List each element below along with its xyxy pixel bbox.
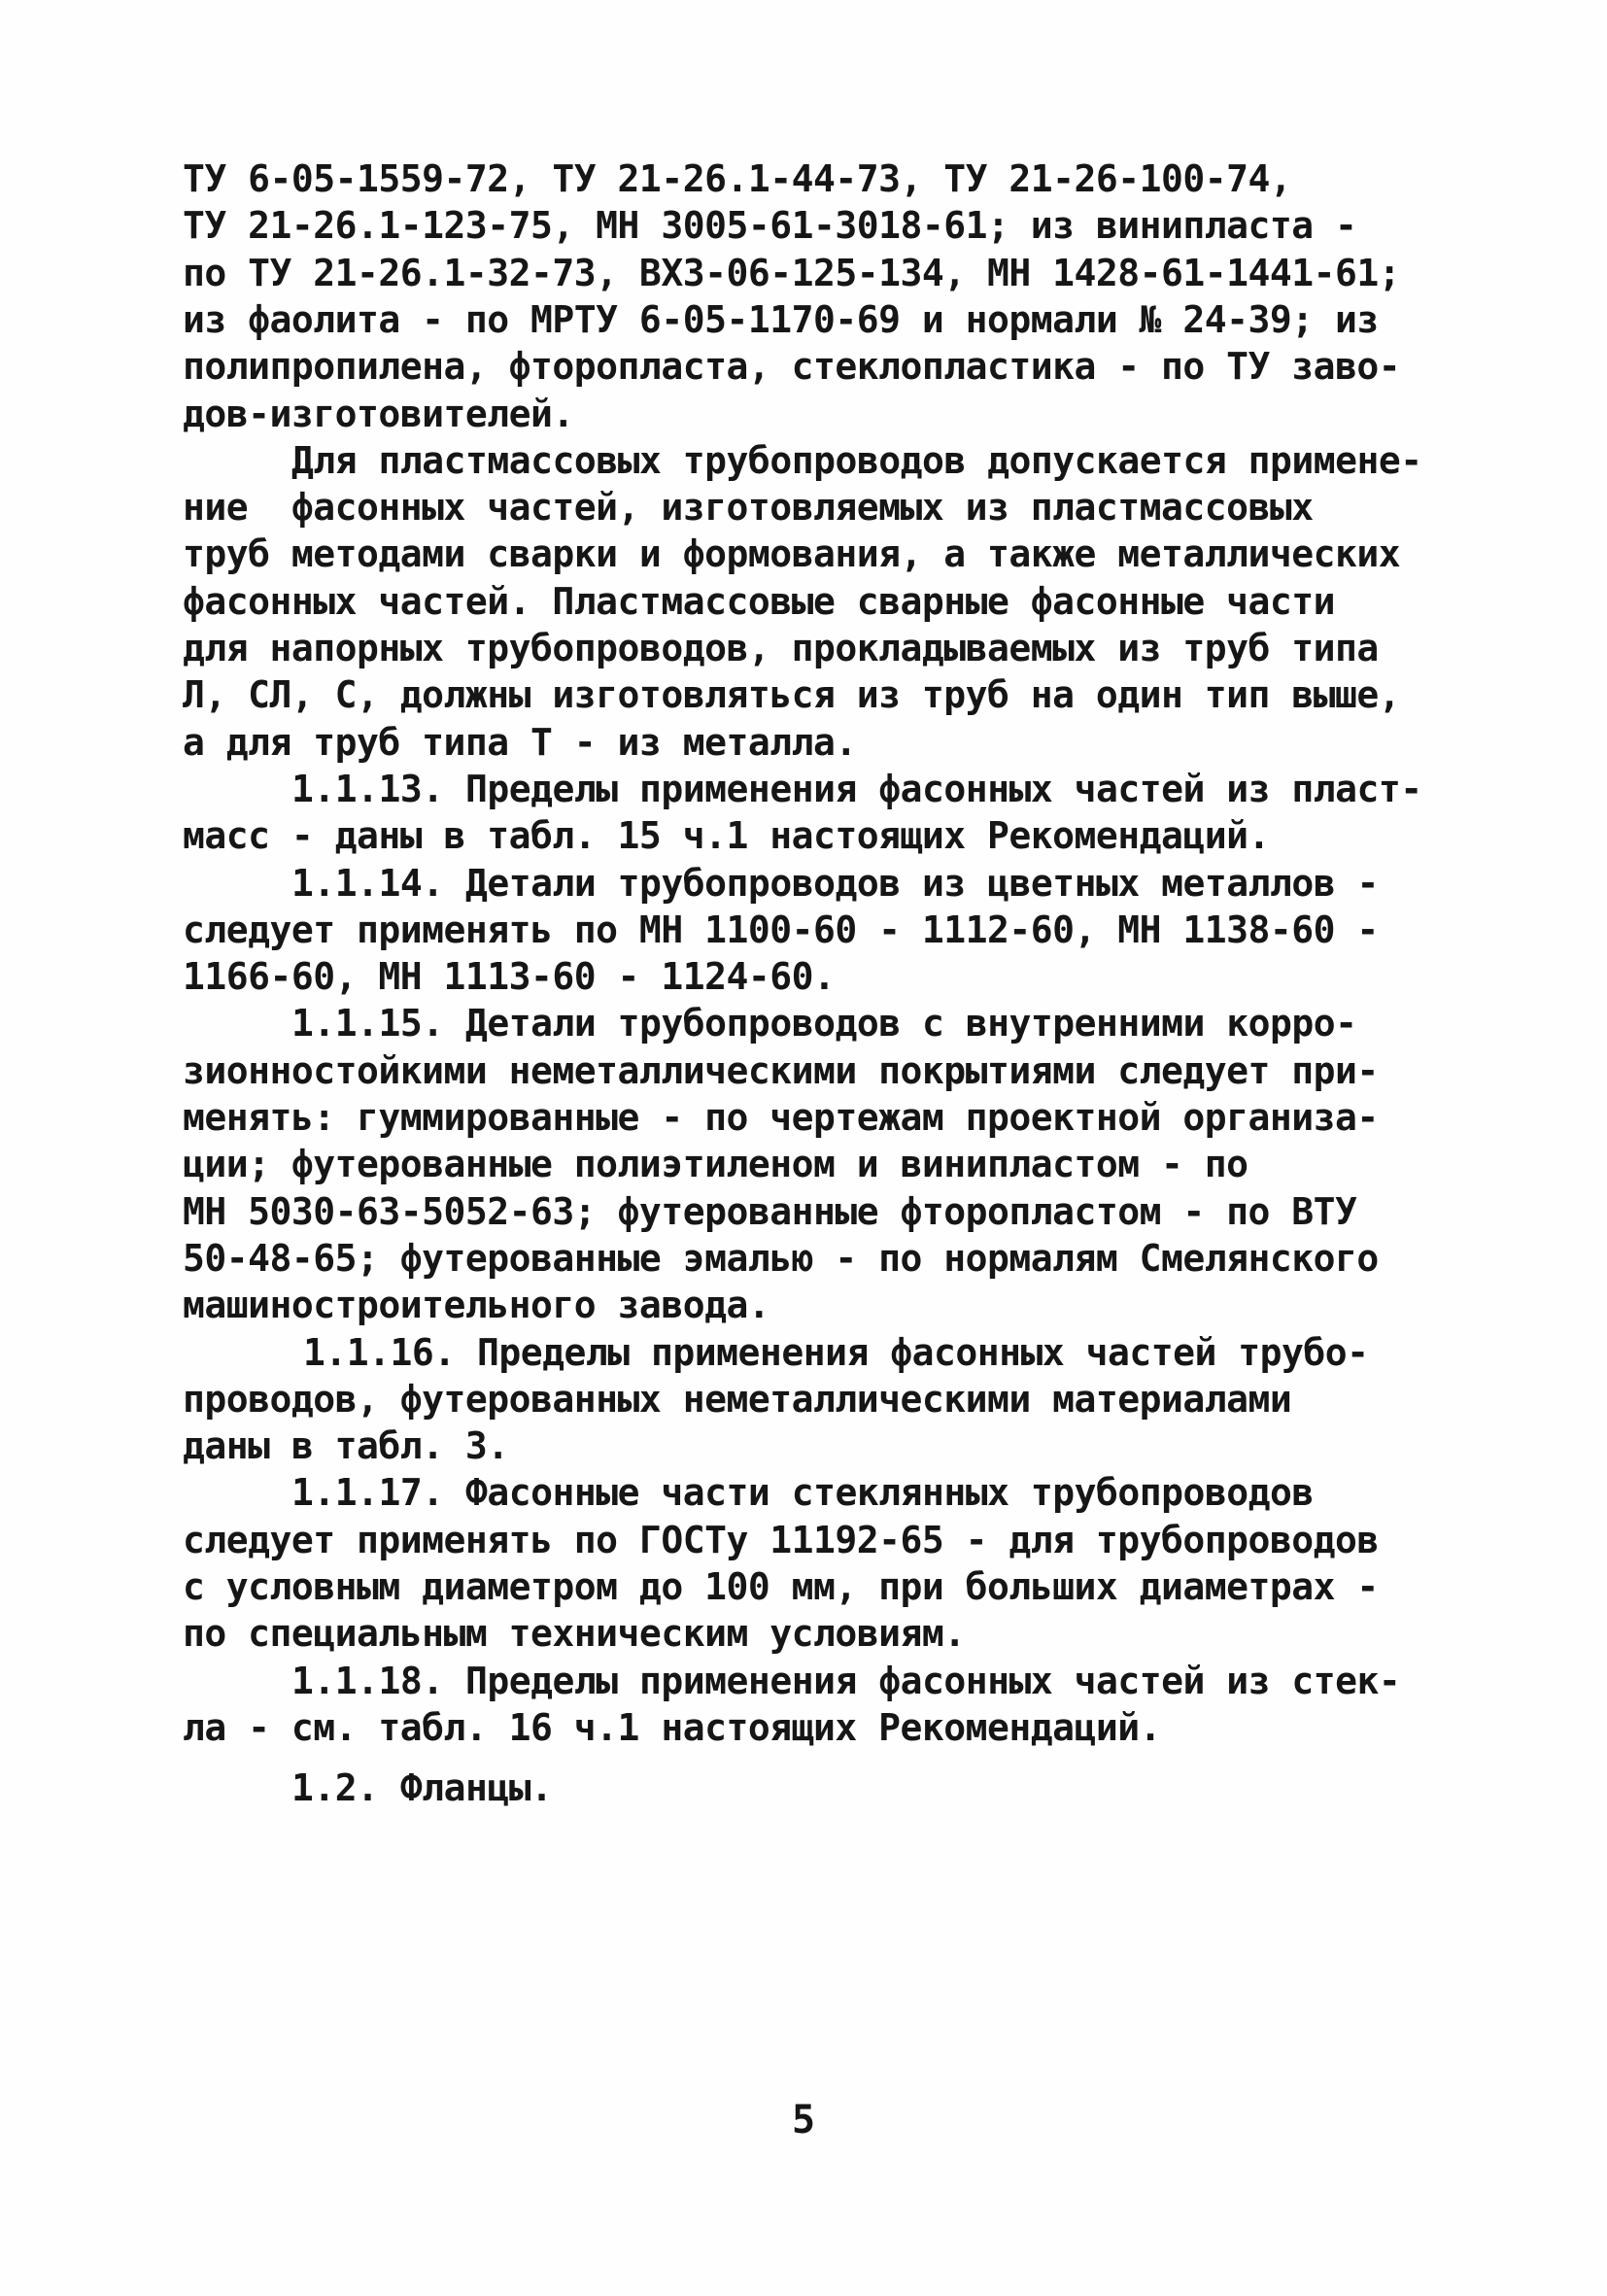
text-line: следует применять по МН 1100-60 - 1112-60, МН 1138-60 - [183, 908, 1379, 951]
text-line: из фаолита - по МРТУ 6-05-1170-69 и нормали № 24-39; из [183, 297, 1379, 341]
text-line: проводов, футерованных неметаллическими материалами [183, 1377, 1292, 1421]
text-line: 1.2. Фланцы. [291, 1766, 553, 1810]
text-line: 1.1.15. Детали трубопроводов с внутренними корро- [291, 1002, 1357, 1045]
text-line: фасонных частей. Пластмассовые сварные фасонные части [183, 579, 1336, 623]
text-line: труб методами сварки и формования, а также металлических [183, 532, 1401, 576]
page-number: 5 [791, 2098, 816, 2142]
text-line: машиностроительного завода. [183, 1284, 770, 1327]
text-line: с условным диаметром до 100 мм, при больших диаметрах - [183, 1565, 1379, 1608]
text-line: 1.1.13. Пределы применения фасонных частей из пласт- [291, 767, 1422, 810]
text-line: ние фасонных частей, изготовляемых из пластмассовых [183, 486, 1314, 530]
text-line: менять: гуммированные - по чертежам проектной организа- [183, 1096, 1379, 1139]
text-line: дов-изготовителей. [183, 392, 574, 435]
text-line: по ТУ 21-26.1-32-73, ВХЗ-06-125-134, МН 1428-61-1441-61; [183, 251, 1401, 294]
text-line: следует применять по ГОСТу 11192-65 - для трубопроводов [183, 1518, 1379, 1561]
text-line: масс - даны в табл. 15 ч.1 настоящих Рекомендаций. [183, 814, 1270, 858]
text-line: ТУ 6-05-1559-72, ТУ 21-26.1-44-73, ТУ 21-26-100-74, [183, 157, 1292, 200]
text-line: 1.1.16. Пределы применения фасонных частей трубо- [303, 1330, 1369, 1374]
text-line: 1166-60, МН 1113-60 - 1124-60. [183, 955, 836, 999]
text-line: Л, СЛ, С, должны изготовляться из труб на один тип выше, [183, 673, 1401, 717]
text-line: а для труб типа Т - из металла. [183, 720, 857, 764]
text-line: для напорных трубопроводов, прокладываемых из труб типа [183, 627, 1379, 669]
text-line: МН 5030-63-5052-63; футерованные фторопластом - по ВТУ [183, 1189, 1357, 1233]
text-line: 1.1.18. Пределы применения фасонных частей из стек- [291, 1659, 1401, 1702]
text-line: 50-48-65; футерованные эмалью - по нормалям Смелянского [183, 1236, 1379, 1280]
text-line: ла - см. табл. 16 ч.1 настоящих Рекомендаций. [183, 1705, 1162, 1749]
text-line: по специальным техническим условиям. [183, 1612, 966, 1656]
text-line: 1.1.14. Детали трубопроводов из цветных металлов - [291, 861, 1379, 905]
text-line: зионностойкими неметаллическими покрытиями следует при- [183, 1048, 1379, 1092]
text-line: Для пластмассовых трубопроводов допускается примене- [291, 438, 1422, 482]
text-line: 1.1.17. Фасонные части стеклянных трубопроводов [291, 1471, 1314, 1515]
text-line: полипропилена, фторопласта, стеклопластика - по ТУ заво- [183, 345, 1401, 389]
text-line: ТУ 21-26.1-123-75, МН 3005-61-3018-61; из винипласта - [183, 204, 1357, 248]
text-line: даны в табл. 3. [183, 1424, 509, 1468]
text-line: ции; футерованные полиэтиленом и винипластом - по [183, 1143, 1248, 1186]
